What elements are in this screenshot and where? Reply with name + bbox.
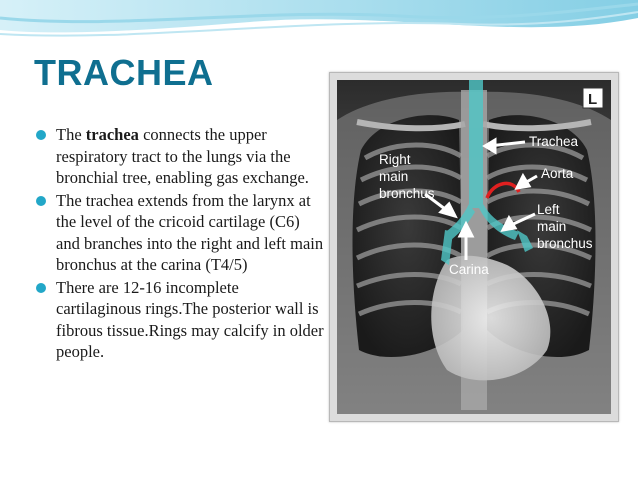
bullet-text-post: connects the upper respiratory tract to the lungs via the bronchial tree, enabling gas exchange. [56, 125, 309, 187]
chest-xray-image [337, 80, 611, 414]
label-carina: Carina [449, 262, 489, 277]
slide-title: TRACHEA [34, 52, 214, 93]
bullet-item [36, 277, 326, 363]
label-aorta: Aorta [541, 166, 574, 181]
xray-image-frame [329, 72, 619, 422]
bullet-item [36, 190, 326, 276]
label-trachea: Trachea [529, 134, 579, 149]
bullet-text-bold: trachea [85, 125, 139, 144]
orientation-marker-label: L [588, 91, 598, 108]
label-right-main-bronchus-line1: Right [379, 152, 411, 167]
label-left-main-bronchus-line1: Left [537, 202, 560, 217]
bullet-item [36, 124, 326, 189]
label-right-main-bronchus-line2: main [379, 169, 409, 184]
label-left-main-bronchus-line2: main [537, 219, 567, 234]
bullet-text-pre: The [56, 125, 86, 144]
label-right-main-bronchus-line3: bronchus [379, 186, 435, 201]
label-left-main-bronchus-line3: bronchus [537, 236, 593, 251]
bullet-text: The trachea extends from the larynx at the level of the cricoid cartilage (C6) and branches into the right and left main bronchus at the carina (T4/5) [56, 190, 324, 274]
bullet-dot-icon [36, 130, 46, 140]
bullet-dot-icon [36, 196, 46, 206]
bullet-dot-icon [36, 283, 46, 293]
bullet-list [36, 124, 326, 364]
bullet-text: There are 12-16 incomplete cartilaginous rings.The posterior wall is fibrous tissue.Rings may calcify in older people. [56, 277, 324, 361]
